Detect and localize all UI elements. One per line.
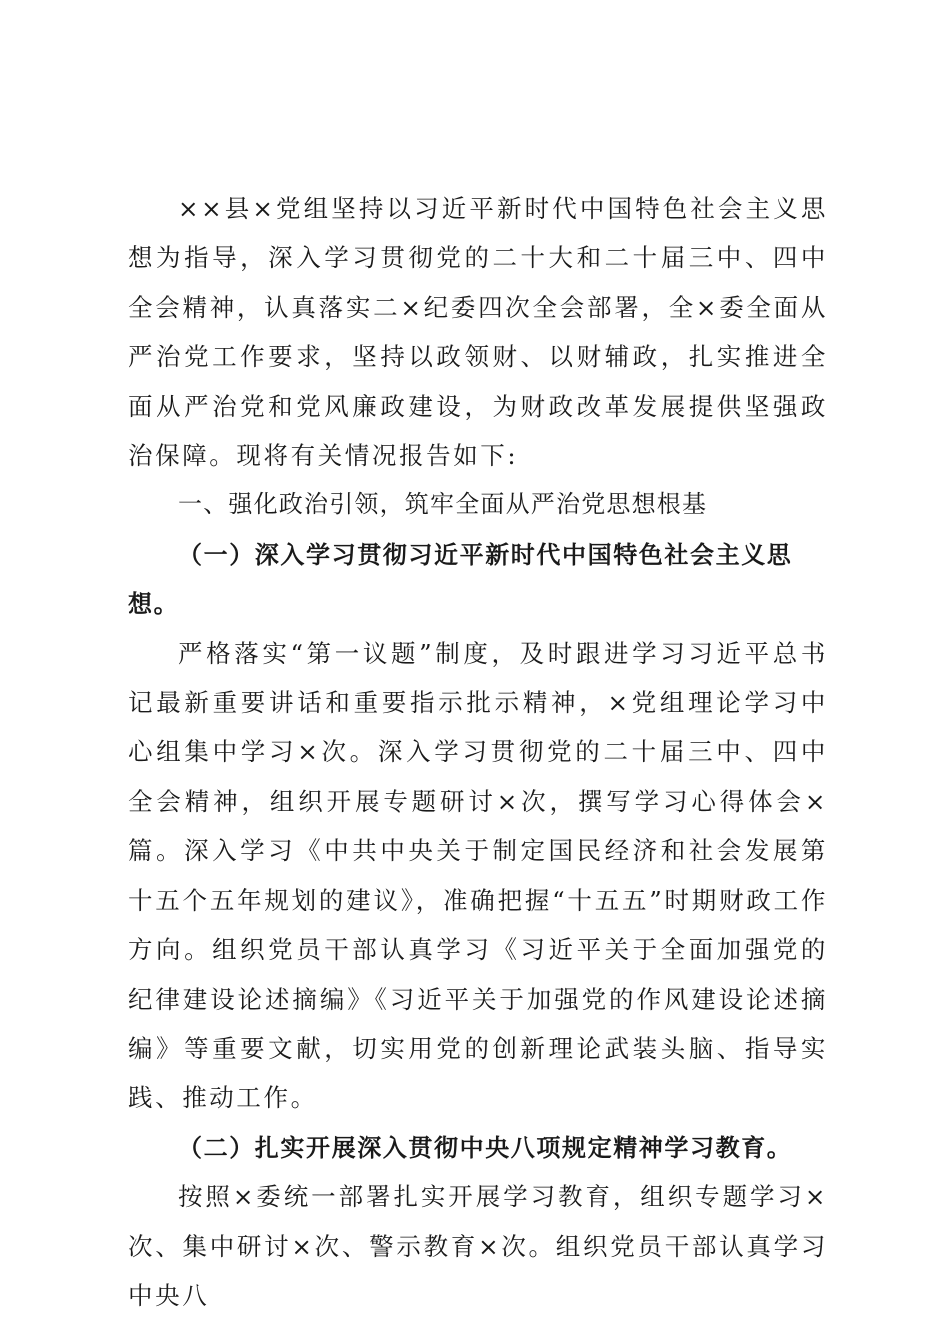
subsection-heading-2: （二）扎实开展深入贯彻中央八项规定精神学习教育。 bbox=[178, 1132, 793, 1162]
intro-paragraph: ××县×党组坚持以习近平新时代中国特色社会主义思想为指导，深入学习贯彻党的二十大和二十届三中、四中全会精神，认真落实二×纪委四次全会部署，全×委全面从严治党工作要求，坚持以政领财、以财辅政，扎实推进全面从严治党和党风廉政建设，为财政改革发展提供坚强政治保障。现将有关情况报告如下: bbox=[128, 194, 828, 471]
document-page bbox=[128, 184, 828, 1320]
subsection-body-1: 严格落实“第一议题”制度，及时跟进学习习近平总书记最新重要讲话和重要指示批示精神，×党组理论学习中心组集中学习×次。深入学习贯彻党的二十届三中、四中全会精神，组织开展专题研讨×次，撰写学习心得体会×篇。深入学习《中共中央关于制定国民经济和社会发展第十五个五年规划的建议》，准确把握“十五五”时期财政工作方向。组织党员干部认真学习《习近平关于全面加强党的纪律建设论述摘编》《习近平关于加强党的作风建设论述摘编》等重要文献，切实用党的创新理论武装头脑、指导实践、推动工作。 bbox=[128, 638, 828, 1113]
subsection-body-2: 按照×委统一部署扎实开展学习教育，组织专题学习×次、集中研讨×次、警示教育×次。组织党员干部认真学习中央八 bbox=[128, 1182, 828, 1310]
subsection-heading-1: （一）深入学习贯彻习近平新时代中国特色社会主义思想。 bbox=[128, 539, 793, 619]
section-heading-1: 一、强化政治引领，筑牢全面从严治党思想根基 bbox=[178, 490, 708, 519]
